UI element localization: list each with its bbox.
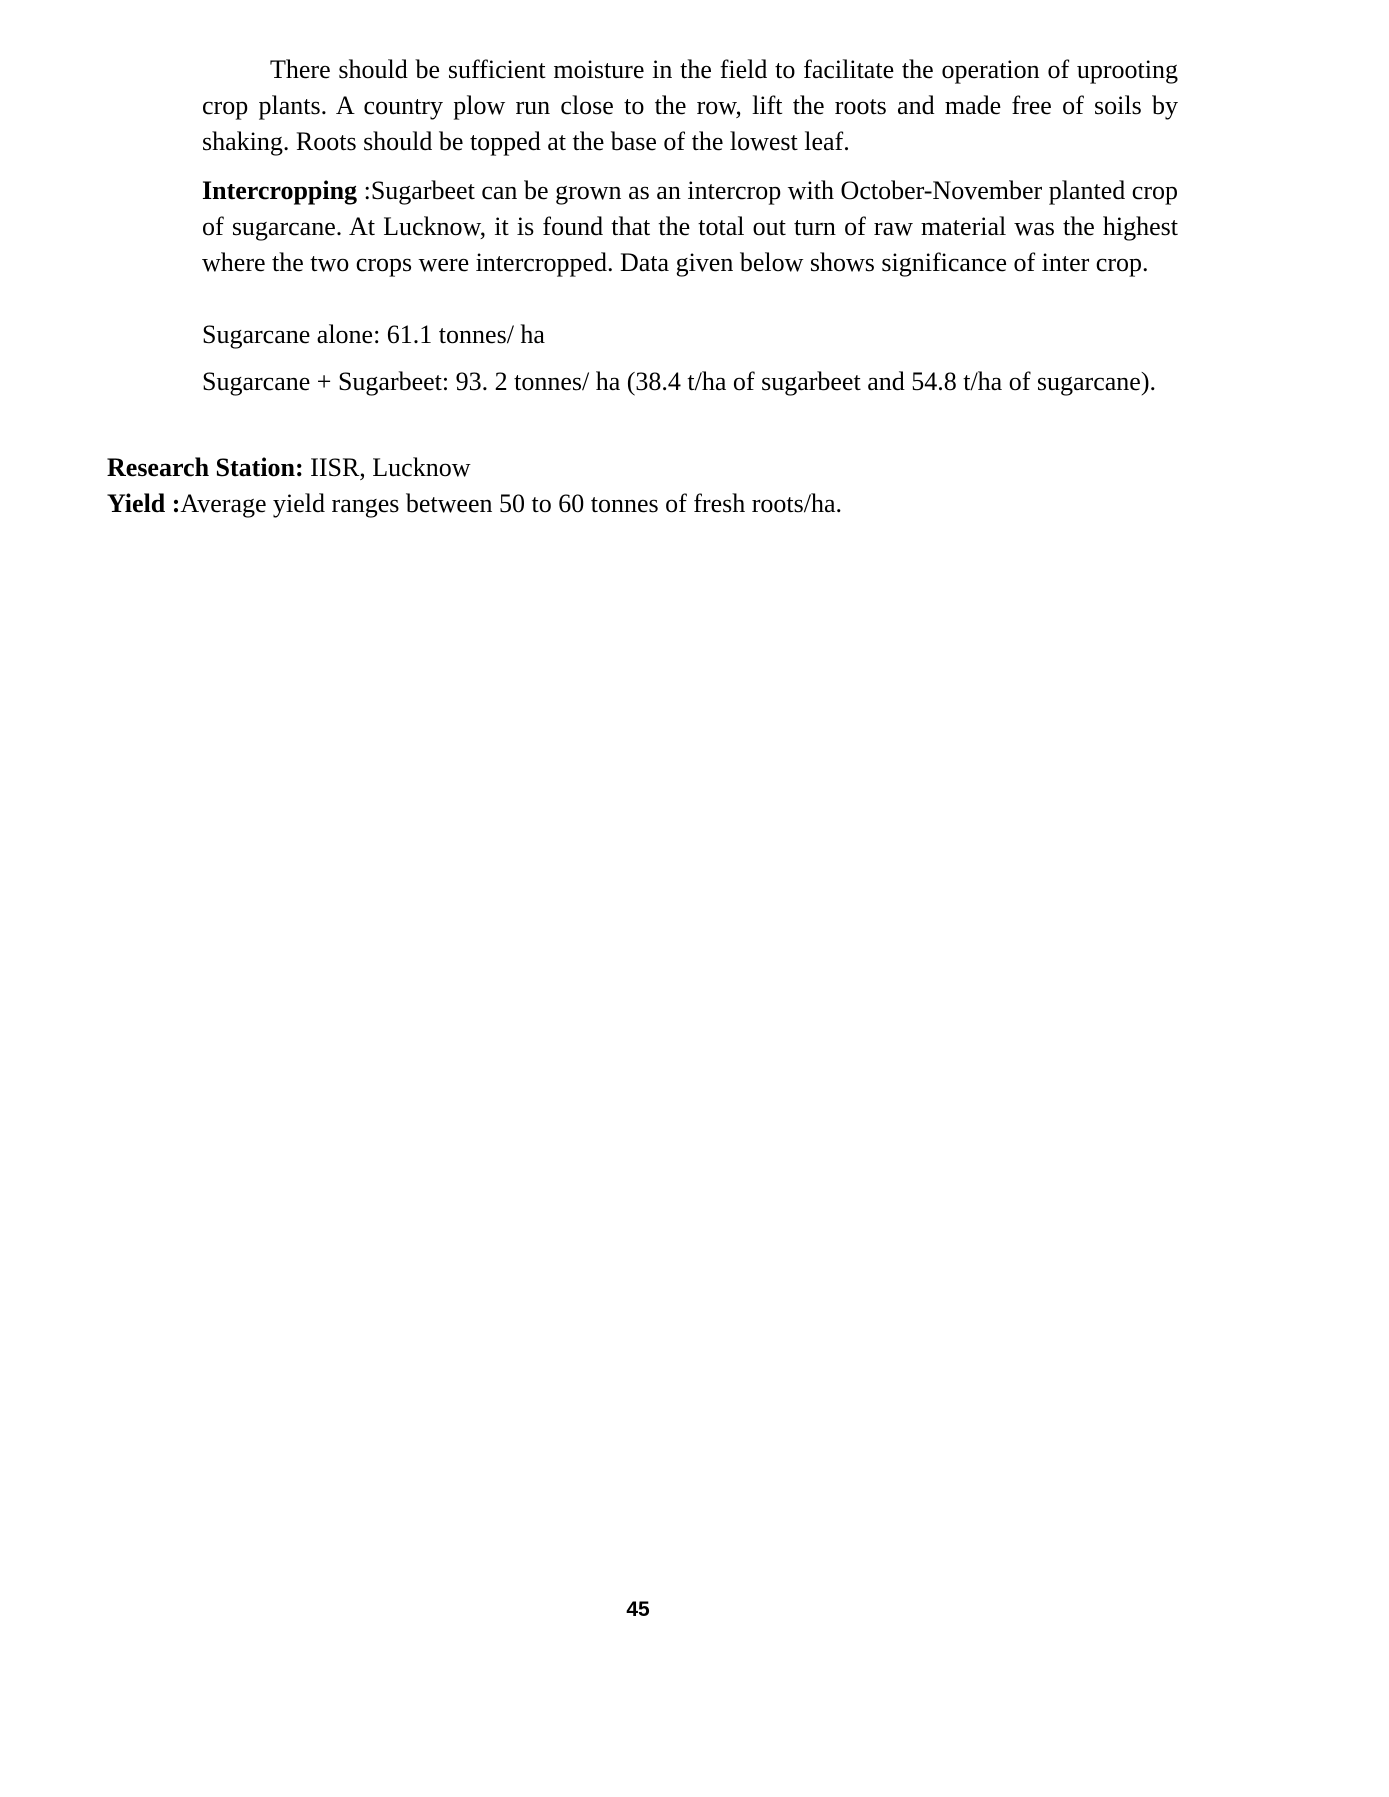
intercropping-text: :Sugarbeet can be grown as an intercrop with October-November planted crop of sugarcane. At Lucknow, it is found that the total out turn of raw material was the highest where the two crops were intercropped. Data given below shows significance of inter crop. <box>202 176 1178 277</box>
sugarcane-sugarbeet-paragraph: Sugarcane + Sugarbeet: 93. 2 tonnes/ ha (38.4 t/ha of sugarbeet and 54.8 t/ha of sugarcane). <box>202 367 1156 396</box>
sugarcane-alone-line: Sugarcane alone: 61.1 tonnes/ ha <box>202 320 545 349</box>
research-station-label: Research Station: <box>107 453 304 482</box>
intercropping-paragraph <box>202 173 1178 281</box>
research-station-line <box>107 450 1178 486</box>
yield-value: Average yield ranges between 50 to 60 tonnes of fresh roots/ha. <box>180 489 843 518</box>
research-station-value: IISR, Lucknow <box>303 453 471 482</box>
intercropping-label: Intercropping <box>202 176 358 205</box>
page-number: 45 <box>626 1598 650 1621</box>
yield-label: Yield : <box>107 489 181 518</box>
yield-line <box>107 486 1178 522</box>
moisture-paragraph: There should be sufficient moisture in the field to facilitate the operation of uprooting crop plants. A country plow run close to the row, lift the roots and made free of soils by shaking. Roots should be topped at the base of the lowest leaf. <box>202 55 1178 156</box>
